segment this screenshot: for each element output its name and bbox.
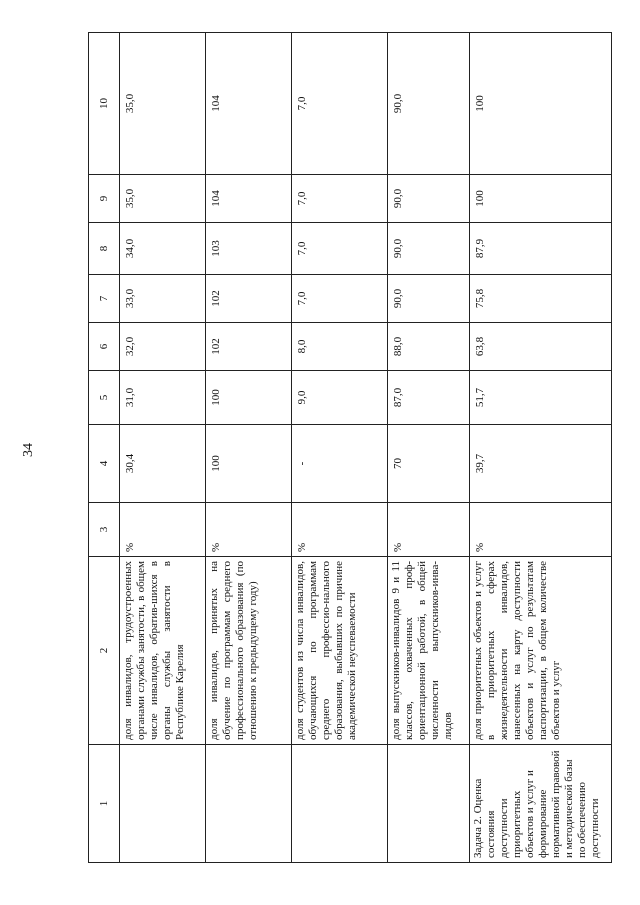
value-cell: 63,8 <box>470 323 612 371</box>
column-header: 10 <box>89 33 120 175</box>
value-cell: 100 <box>206 371 292 425</box>
value-cell: 7,0 <box>292 33 388 175</box>
value-cell: 7,0 <box>292 275 388 323</box>
value-cell: 87,0 <box>388 371 470 425</box>
value-cell: 31,0 <box>120 371 206 425</box>
table-row <box>206 33 292 863</box>
column-header: 9 <box>89 175 120 223</box>
page-number: 34 <box>21 443 36 457</box>
value-cell: 103 <box>206 223 292 275</box>
value-cell: 8,0 <box>292 323 388 371</box>
value-cell: 35,0 <box>120 175 206 223</box>
value-cell: 100 <box>470 33 612 175</box>
value-cell: 35,0 <box>120 33 206 175</box>
value-cell: 70 <box>388 425 470 503</box>
unit-cell: % <box>292 503 388 557</box>
table-row <box>292 33 388 863</box>
rotated-table-container <box>88 33 608 863</box>
value-cell: 34,0 <box>120 223 206 275</box>
column-header: 4 <box>89 425 120 503</box>
value-cell: 90,0 <box>388 175 470 223</box>
value-cell: 30,4 <box>120 425 206 503</box>
indicator-cell: доля инвалидов, трудоустроенных органами службы занятости, в общем числе инвалидов, обратив-шихся в органы службы занятости в Республике Карелия <box>120 557 206 745</box>
value-cell: 32,0 <box>120 323 206 371</box>
unit-cell: % <box>470 503 612 557</box>
column-header: 6 <box>89 323 120 371</box>
value-cell: 9,0 <box>292 371 388 425</box>
value-cell: 104 <box>206 33 292 175</box>
indicators-table <box>88 32 612 863</box>
value-cell: 75,8 <box>470 275 612 323</box>
table-row <box>120 33 206 863</box>
task-cell: Задача 2. Оценка состояния доступности приоритетных объектов и услуг и формирование нормативной правовой и методической базы по обеспечению доступности <box>470 745 612 863</box>
unit-cell: % <box>206 503 292 557</box>
table-row <box>470 33 612 863</box>
task-cell <box>120 745 206 863</box>
column-header: 5 <box>89 371 120 425</box>
unit-cell: % <box>388 503 470 557</box>
task-cell <box>292 745 388 863</box>
value-cell: 104 <box>206 175 292 223</box>
value-cell: 87,9 <box>470 223 612 275</box>
task-cell <box>206 745 292 863</box>
column-header: 3 <box>89 503 120 557</box>
value-cell: 7,0 <box>292 223 388 275</box>
value-cell: 102 <box>206 275 292 323</box>
value-cell: 100 <box>206 425 292 503</box>
value-cell: 102 <box>206 323 292 371</box>
task-cell <box>388 745 470 863</box>
column-header: 7 <box>89 275 120 323</box>
column-header: 2 <box>89 557 120 745</box>
value-cell: 90,0 <box>388 275 470 323</box>
value-cell: 90,0 <box>388 223 470 275</box>
value-cell: 33,0 <box>120 275 206 323</box>
indicator-cell: доля инвалидов, принятых на обучение по программам среднего профессионального образования (по отношению к предыдущему году) <box>206 557 292 745</box>
column-header: 8 <box>89 223 120 275</box>
column-header: 1 <box>89 745 120 863</box>
indicator-cell: доля выпускников-инвалидов 9 и 11 классов, охваченных проф-ориентационной работой, в общей численности выпускников-инва-лидов <box>388 557 470 745</box>
indicator-cell: доля студентов из числа инвалидов, обучающихся по программам среднего профессио-нального образования, выбывших по причине академической неуспеваемости <box>292 557 388 745</box>
value-cell: - <box>292 425 388 503</box>
indicator-cell: доля приоритетных объектов и услуг в приоритетных сферах жизнедеятельности инвалидов, нанесенных на карту доступности объектов и услуг по результатам паспортизации, в общем количестве объектов и услуг <box>470 557 612 745</box>
value-cell: 100 <box>470 175 612 223</box>
value-cell: 88,0 <box>388 323 470 371</box>
value-cell: 7,0 <box>292 175 388 223</box>
value-cell: 39,7 <box>470 425 612 503</box>
value-cell: 90,0 <box>388 33 470 175</box>
value-cell: 51,7 <box>470 371 612 425</box>
table-row <box>388 33 470 863</box>
unit-cell: % <box>120 503 206 557</box>
header-row <box>89 33 120 863</box>
